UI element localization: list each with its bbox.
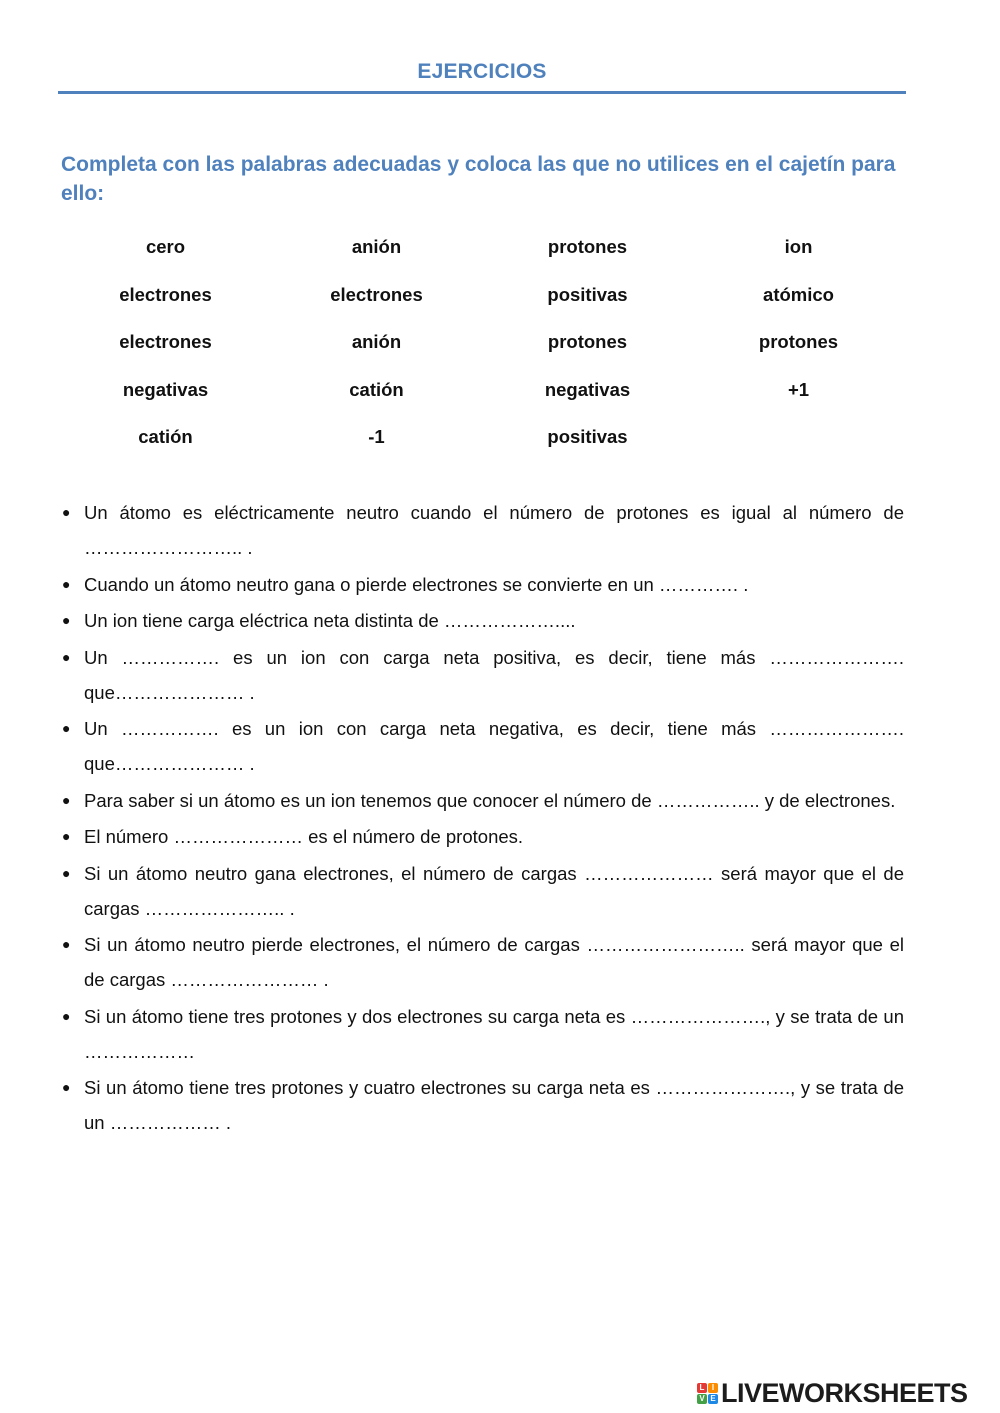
liveworksheets-brand [697, 1378, 968, 1408]
bullet-icon: ● [62, 575, 71, 592]
word-bank-word[interactable]: ion [784, 236, 813, 257]
bullet-icon: ● [62, 936, 71, 952]
word-bank-word[interactable]: protones [547, 236, 628, 257]
exercise-text: Si un átomo tiene tres protones y cuatro electrones su carga neta es …………………., y se trata de un ……………… . [84, 1077, 904, 1133]
word-bank-row [60, 373, 904, 421]
word-bank-row [60, 230, 904, 278]
exercise-item [60, 819, 904, 854]
exercise-text: Un ion tiene carga eléctrica neta distinta de ……………….... [84, 610, 576, 631]
logo-tile: L [697, 1383, 707, 1393]
exercise-list [60, 495, 904, 1142]
instruction-text: Completa con las palabras adecuadas y coloca las que no utilices en el cajetín para ello: [61, 153, 896, 205]
exercise-item [60, 495, 904, 565]
exercise-item [60, 603, 904, 638]
word-bank-word[interactable]: +1 [787, 378, 810, 400]
exercise-item [60, 711, 904, 781]
word-bank-row [60, 325, 904, 373]
exercise-text: Si un átomo neutro gana electrones, el número de cargas ………………… será mayor que el de cargas ………………….. . [84, 862, 904, 919]
exercise-item [60, 999, 904, 1069]
word-bank-empty-slot[interactable] [693, 420, 904, 468]
word-bank-word[interactable]: anión [351, 236, 402, 257]
brand-name: LIVEWORKSHEETS [721, 1378, 968, 1408]
exercise-text: Cuando un átomo neutro gana o pierde electrones se convierte en un …………. . [84, 573, 749, 595]
exercise-text: Un átomo es eléctricamente neutro cuando el número de protones es igual al número de …………………….. . [84, 502, 904, 558]
word-bank-word[interactable]: catión [138, 426, 193, 447]
liveworksheets-logo-icon [697, 1383, 718, 1404]
logo-tile: E [708, 1394, 718, 1404]
word-bank-word[interactable]: anión [351, 331, 402, 352]
word-bank-word[interactable]: electrones [119, 283, 212, 305]
word-bank-word[interactable]: positivas [547, 426, 628, 447]
bullet-icon: ● [62, 504, 71, 520]
bullet-icon: ● [62, 864, 71, 881]
exercise-item [60, 856, 904, 926]
exercise-text: El número ………………… es el número de protones. [84, 826, 524, 847]
word-bank-word[interactable]: electrones [119, 331, 212, 352]
page-title: EJERCICIOS [417, 60, 547, 83]
exercise-item [60, 567, 904, 602]
exercise-text: Un ……………. es un ion con carga neta negativa, es decir, tiene más …………………. que………………… . [84, 718, 904, 774]
word-bank-word[interactable]: atómico [763, 283, 834, 305]
exercise-text: Si un átomo neutro pierde electrones, el número de cargas …………………….. será mayor que el de cargas …………………… . [84, 934, 904, 990]
word-bank-word[interactable]: protones [758, 331, 839, 352]
word-bank-word[interactable]: protones [547, 331, 628, 352]
word-bank-word[interactable]: negativas [544, 378, 631, 400]
exercise-text: Un ……………. es un ion con carga neta positiva, es decir, tiene más …………………. que………………… . [84, 646, 904, 703]
bullet-icon: ● [62, 828, 71, 844]
word-bank-row [60, 278, 904, 326]
word-bank [60, 230, 904, 468]
word-bank-row [60, 420, 904, 468]
word-bank-word[interactable]: negativas [122, 378, 209, 400]
exercise-item [60, 1070, 904, 1140]
word-bank-word[interactable]: positivas [547, 283, 628, 305]
bullet-icon: ● [62, 612, 71, 628]
word-bank-word[interactable]: catión [349, 378, 404, 400]
title-underline [58, 91, 906, 94]
bullet-icon: ● [62, 720, 71, 736]
bullet-icon: ● [62, 648, 71, 665]
exercise-item [60, 640, 904, 710]
exercise-text: Para saber si un átomo es un ion tenemos que conocer el número de …………….. y de electrones. [84, 789, 896, 811]
logo-tile: I [708, 1383, 718, 1393]
exercise-item [60, 927, 904, 997]
exercise-item [60, 783, 904, 818]
bullet-icon: ● [62, 1007, 71, 1024]
bullet-icon: ● [62, 1079, 71, 1095]
exercise-text: Si un átomo tiene tres protones y dos electrones su carga neta es …………………., y se trata de un ……………… [84, 1005, 904, 1062]
logo-tile: V [697, 1394, 707, 1404]
word-bank-word[interactable]: cero [145, 236, 186, 257]
word-bank-word[interactable]: electrones [330, 283, 423, 305]
word-bank-word[interactable]: -1 [368, 426, 385, 447]
bullet-icon: ● [62, 791, 71, 808]
